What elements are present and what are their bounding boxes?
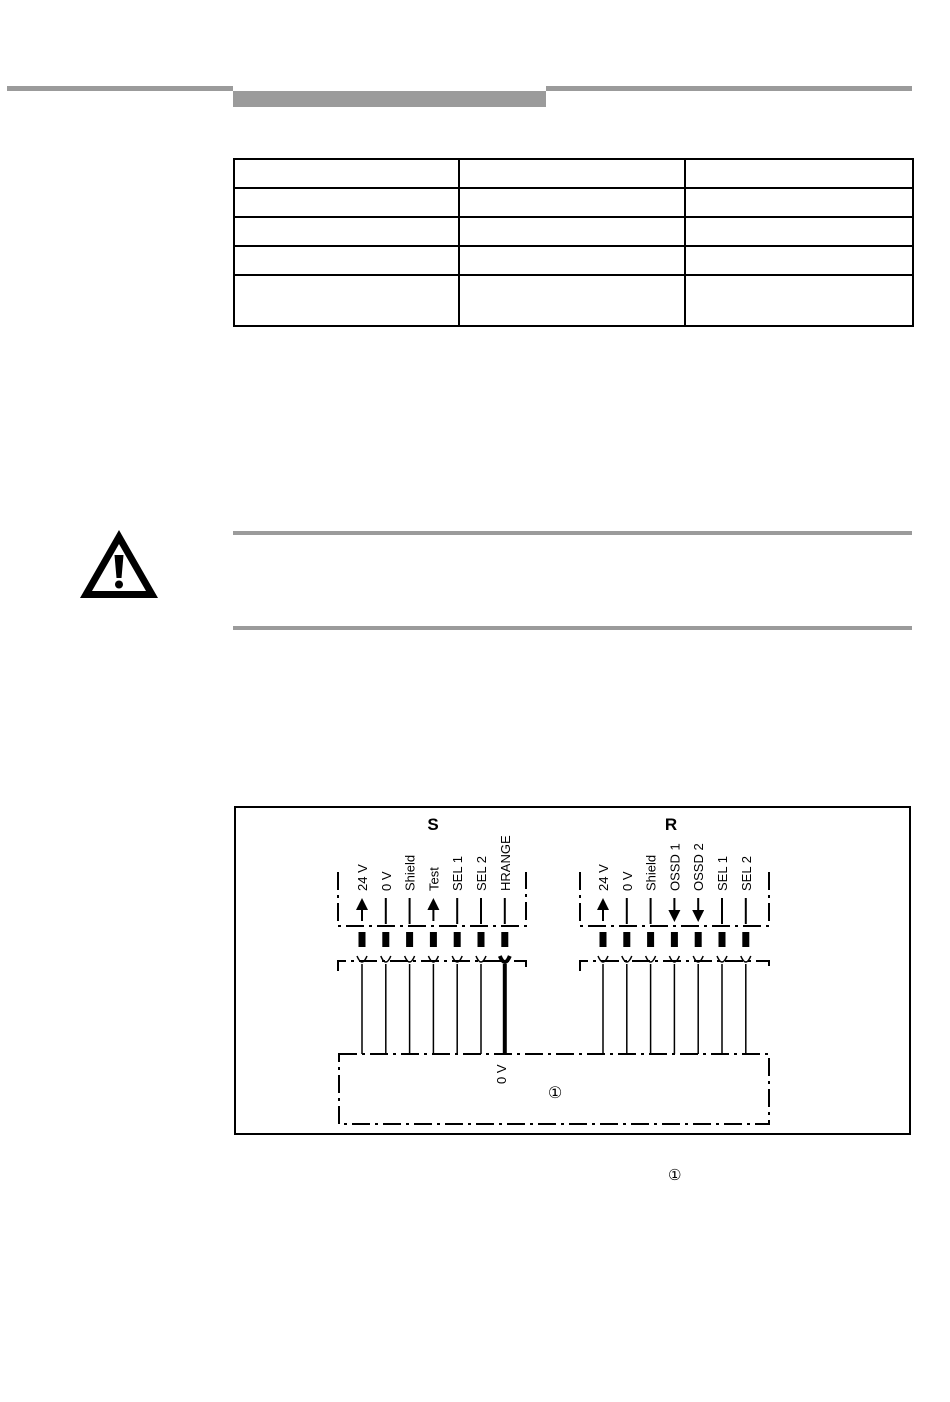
receiver-pin-label: 24 V bbox=[596, 864, 611, 891]
receiver-pin bbox=[667, 843, 682, 1054]
table-cell bbox=[685, 217, 913, 246]
table-cell bbox=[234, 159, 459, 188]
sender-pin-label: 24 V bbox=[355, 864, 370, 891]
receiver-pin-contact bbox=[671, 932, 678, 947]
table-cell bbox=[685, 159, 913, 188]
sender-pin-contact bbox=[501, 932, 508, 947]
receiver-pin-label: SEL 2 bbox=[738, 856, 754, 891]
table-cell bbox=[234, 217, 459, 246]
table-cell bbox=[459, 188, 685, 217]
table-cell bbox=[459, 246, 685, 275]
sender-pin-contact bbox=[478, 932, 485, 947]
sender-pin-contact bbox=[382, 932, 389, 947]
sender-pin-label: SEL 2 bbox=[474, 856, 489, 891]
table-cell bbox=[234, 275, 459, 326]
sender-socket-outline bbox=[338, 961, 526, 971]
table-cell bbox=[459, 217, 685, 246]
sender-connector bbox=[355, 835, 513, 1054]
data-table bbox=[233, 158, 914, 327]
warning-triangle-icon bbox=[77, 527, 161, 601]
table-cell bbox=[459, 159, 685, 188]
table-cell bbox=[685, 275, 913, 326]
table-cell bbox=[234, 188, 459, 217]
receiver-pin-label: OSSD 1 bbox=[667, 843, 683, 891]
caption-marker: ① bbox=[668, 1166, 682, 1184]
sender-pin-label: Shield bbox=[402, 854, 418, 891]
sender-pin bbox=[450, 856, 465, 1054]
receiver-pin-contact bbox=[600, 932, 607, 947]
sender-pin-contact bbox=[454, 932, 461, 947]
receiver-pin-label: Shield bbox=[643, 854, 659, 891]
receiver-pin-label: SEL 1 bbox=[715, 856, 730, 891]
receiver-pin-contact bbox=[647, 932, 654, 947]
receiver-pin bbox=[739, 856, 754, 1054]
receiver-pin-label: OSSD 2 bbox=[691, 843, 707, 891]
receiver-label: R bbox=[664, 815, 678, 834]
ground-label: 0 V bbox=[494, 1064, 509, 1084]
sender-pin-label: 0 V bbox=[378, 871, 394, 891]
receiver-pin-contact bbox=[695, 932, 702, 947]
table-row bbox=[234, 217, 913, 246]
sender-pin-contact bbox=[359, 932, 366, 947]
warning-rule-top bbox=[233, 531, 912, 535]
table-row bbox=[234, 246, 913, 275]
sender-pin bbox=[474, 856, 489, 1054]
receiver-pin bbox=[715, 856, 730, 1054]
receiver-pin-contact bbox=[719, 932, 726, 947]
sender-pin-contact bbox=[430, 932, 437, 947]
receiver-connector bbox=[596, 843, 754, 1054]
sender-pin bbox=[403, 855, 418, 1054]
table-cell bbox=[685, 188, 913, 217]
wiring-diagram bbox=[234, 806, 911, 1135]
sender-pin-label: Test bbox=[426, 867, 442, 891]
receiver-pin-contact bbox=[742, 932, 749, 947]
receiver-pin-label: 0 V bbox=[619, 871, 635, 891]
receiver-pin bbox=[644, 855, 659, 1054]
table-cell bbox=[234, 246, 459, 275]
table-cell bbox=[459, 275, 685, 326]
sender-pin-contact bbox=[406, 932, 413, 947]
sender-pin-label: HRANGE bbox=[497, 835, 513, 891]
header-section-tab bbox=[233, 91, 546, 107]
sender-pin bbox=[355, 864, 370, 1054]
table-row bbox=[234, 188, 913, 217]
receiver-pin bbox=[620, 871, 635, 1054]
header-rule-left bbox=[7, 86, 233, 91]
warning-rule-bottom bbox=[233, 626, 912, 630]
header-rule-right bbox=[546, 86, 912, 91]
control-unit-marker: ① bbox=[547, 1083, 563, 1102]
table-row bbox=[234, 275, 913, 326]
sender-pin bbox=[379, 871, 394, 1054]
receiver-pin bbox=[691, 843, 706, 1054]
sender-pin-label: SEL 1 bbox=[450, 856, 466, 891]
sender-pin bbox=[498, 835, 513, 1054]
table-row bbox=[234, 159, 913, 188]
table-cell bbox=[685, 246, 913, 275]
receiver-pin-contact bbox=[623, 932, 630, 947]
sender-label: S bbox=[427, 815, 439, 834]
receiver-pin bbox=[596, 864, 611, 1054]
